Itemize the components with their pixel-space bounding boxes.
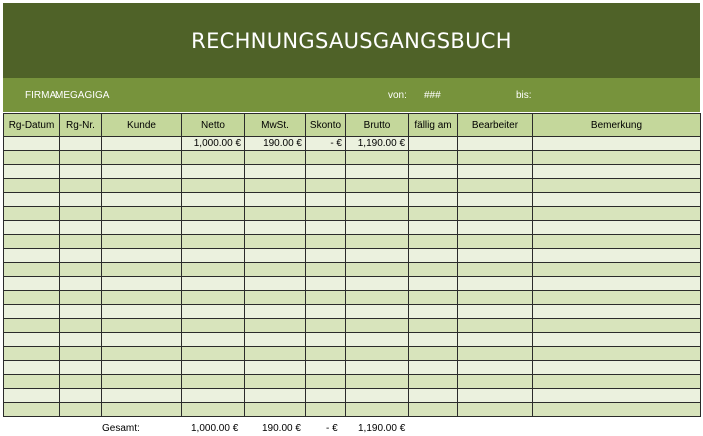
- table-cell[interactable]: [533, 165, 701, 179]
- info-bar: [3, 78, 700, 112]
- table-cell[interactable]: [346, 165, 409, 179]
- table-cell[interactable]: [182, 291, 245, 305]
- table-cell[interactable]: [306, 361, 346, 375]
- mwst-cell[interactable]: 190.00 €: [245, 137, 306, 151]
- table-cell[interactable]: [182, 193, 245, 207]
- table-cell[interactable]: [245, 151, 306, 165]
- table-cell[interactable]: [409, 151, 458, 165]
- table-cell[interactable]: [458, 291, 533, 305]
- table-cell[interactable]: [409, 361, 458, 375]
- table-cell[interactable]: [102, 347, 182, 361]
- netto-cell[interactable]: 1,000.00 €: [182, 137, 245, 151]
- table-cell[interactable]: [458, 151, 533, 165]
- table-cell[interactable]: [182, 263, 245, 277]
- table-cell[interactable]: [182, 333, 245, 347]
- table-cell[interactable]: [346, 375, 409, 389]
- table-cell[interactable]: [102, 291, 182, 305]
- table-cell[interactable]: [245, 319, 306, 333]
- table-cell[interactable]: [533, 375, 701, 389]
- table-cell[interactable]: [4, 207, 60, 221]
- table-cell[interactable]: [102, 137, 182, 151]
- table-cell[interactable]: [409, 347, 458, 361]
- table-cell[interactable]: [4, 193, 60, 207]
- table-cell[interactable]: [458, 263, 533, 277]
- table-cell[interactable]: [533, 347, 701, 361]
- table-cell[interactable]: [533, 235, 701, 249]
- table-cell[interactable]: [245, 165, 306, 179]
- table-cell[interactable]: [60, 291, 102, 305]
- table-cell[interactable]: [245, 333, 306, 347]
- table-cell[interactable]: [409, 179, 458, 193]
- table-row: [4, 277, 701, 291]
- skonto-cell[interactable]: - €: [306, 137, 346, 151]
- gesamt-label: Gesamt:: [102, 423, 140, 434]
- table-row: [4, 221, 701, 235]
- table-cell[interactable]: [458, 361, 533, 375]
- table-cell[interactable]: [60, 361, 102, 375]
- table-cell[interactable]: [245, 221, 306, 235]
- table-cell[interactable]: [409, 207, 458, 221]
- table-cell[interactable]: [4, 305, 60, 319]
- table-cell[interactable]: [60, 347, 102, 361]
- invoice-table: [3, 113, 701, 417]
- table-cell[interactable]: [409, 375, 458, 389]
- table-cell[interactable]: [346, 221, 409, 235]
- table-cell[interactable]: [4, 263, 60, 277]
- table-cell[interactable]: [533, 333, 701, 347]
- table-cell[interactable]: [346, 319, 409, 333]
- table-cell[interactable]: [306, 389, 346, 403]
- table-cell[interactable]: [306, 277, 346, 291]
- table-cell[interactable]: [533, 263, 701, 277]
- table-cell[interactable]: [533, 151, 701, 165]
- total-brutto: 1,190.00 €: [358, 423, 406, 434]
- table-cell[interactable]: [245, 235, 306, 249]
- table-cell[interactable]: [458, 249, 533, 263]
- table-cell[interactable]: [60, 207, 102, 221]
- table-cell[interactable]: [245, 403, 306, 417]
- table-cell[interactable]: [409, 193, 458, 207]
- table-cell[interactable]: [182, 277, 245, 291]
- table-cell[interactable]: [409, 319, 458, 333]
- table-cell[interactable]: [533, 277, 701, 291]
- column-header-bemerkung[interactable]: Bemerkung: [533, 114, 701, 137]
- table-row: [4, 193, 701, 207]
- table-cell[interactable]: [4, 137, 60, 151]
- table-cell[interactable]: [245, 193, 306, 207]
- table-cell[interactable]: [182, 179, 245, 193]
- table-cell[interactable]: [306, 403, 346, 417]
- table-cell[interactable]: [458, 207, 533, 221]
- column-header-rg-nr[interactable]: Rg-Nr.: [60, 114, 102, 137]
- table-cell[interactable]: [306, 207, 346, 221]
- table-cell[interactable]: [458, 277, 533, 291]
- table-cell[interactable]: [346, 277, 409, 291]
- table-row: [4, 249, 701, 263]
- table-cell[interactable]: [245, 207, 306, 221]
- table-cell[interactable]: [409, 221, 458, 235]
- table-cell[interactable]: [182, 249, 245, 263]
- table-cell[interactable]: [346, 249, 409, 263]
- table-cell[interactable]: [102, 263, 182, 277]
- table-row: [4, 263, 701, 277]
- table-row: [4, 347, 701, 361]
- table-row: [4, 361, 701, 375]
- firma-label: FIRMA:: [25, 90, 59, 101]
- table-cell[interactable]: [4, 319, 60, 333]
- table-cell[interactable]: [102, 403, 182, 417]
- table-row: [4, 403, 701, 417]
- column-header-brutto[interactable]: Brutto: [346, 114, 409, 137]
- table-row: [4, 235, 701, 249]
- table-cell[interactable]: [4, 389, 60, 403]
- table-cell[interactable]: [458, 179, 533, 193]
- table-cell[interactable]: [4, 235, 60, 249]
- table-cell[interactable]: [245, 291, 306, 305]
- table-cell[interactable]: [533, 361, 701, 375]
- table-cell[interactable]: [346, 389, 409, 403]
- title-banner: [3, 3, 700, 78]
- table-cell[interactable]: [533, 249, 701, 263]
- table-cell[interactable]: [533, 137, 701, 151]
- table-cell[interactable]: [245, 389, 306, 403]
- table-cell[interactable]: [245, 305, 306, 319]
- table-cell[interactable]: [306, 347, 346, 361]
- table-cell[interactable]: [409, 263, 458, 277]
- table-cell[interactable]: [102, 193, 182, 207]
- table-cell[interactable]: [409, 305, 458, 319]
- table-cell[interactable]: [346, 347, 409, 361]
- table-cell[interactable]: [4, 179, 60, 193]
- table-cell[interactable]: [245, 277, 306, 291]
- table-cell[interactable]: [245, 361, 306, 375]
- table-cell[interactable]: [60, 165, 102, 179]
- table-cell[interactable]: [60, 263, 102, 277]
- table-cell[interactable]: [60, 179, 102, 193]
- column-header-mwst[interactable]: MwSt.: [245, 114, 306, 137]
- table-cell[interactable]: [60, 375, 102, 389]
- table-row: [4, 333, 701, 347]
- table-cell[interactable]: [409, 333, 458, 347]
- table-cell[interactable]: [60, 403, 102, 417]
- table-cell[interactable]: [60, 235, 102, 249]
- table-cell[interactable]: [409, 403, 458, 417]
- table-cell[interactable]: [182, 319, 245, 333]
- table-cell[interactable]: [306, 305, 346, 319]
- table-cell[interactable]: [533, 389, 701, 403]
- table-row: [4, 375, 701, 389]
- table-cell[interactable]: [102, 333, 182, 347]
- total-skonto: - €: [326, 423, 338, 434]
- table-cell[interactable]: [102, 249, 182, 263]
- table-cell[interactable]: [306, 151, 346, 165]
- table-cell[interactable]: [102, 277, 182, 291]
- table-row: [4, 151, 701, 165]
- table-cell[interactable]: [60, 137, 102, 151]
- table-cell[interactable]: [102, 151, 182, 165]
- table-cell[interactable]: [4, 151, 60, 165]
- table-cell[interactable]: [245, 263, 306, 277]
- table-cell[interactable]: [102, 165, 182, 179]
- table-cell[interactable]: [409, 137, 458, 151]
- table-cell[interactable]: [306, 263, 346, 277]
- table-cell[interactable]: [102, 319, 182, 333]
- table-cell[interactable]: [4, 403, 60, 417]
- table-cell[interactable]: [102, 375, 182, 389]
- table-cell[interactable]: [533, 319, 701, 333]
- table-cell[interactable]: [306, 193, 346, 207]
- table-cell[interactable]: [533, 291, 701, 305]
- table-cell[interactable]: [409, 277, 458, 291]
- table-cell[interactable]: [4, 221, 60, 235]
- table-cell[interactable]: [346, 207, 409, 221]
- table-cell[interactable]: [533, 207, 701, 221]
- table-cell[interactable]: [346, 263, 409, 277]
- table-cell[interactable]: [182, 375, 245, 389]
- table-cell[interactable]: [346, 403, 409, 417]
- table-cell[interactable]: [4, 333, 60, 347]
- table-cell[interactable]: [4, 361, 60, 375]
- table-cell[interactable]: [102, 207, 182, 221]
- table-cell[interactable]: [533, 193, 701, 207]
- table-cell[interactable]: [182, 389, 245, 403]
- table-row: [4, 165, 701, 179]
- table-cell[interactable]: [60, 389, 102, 403]
- table-cell[interactable]: [458, 389, 533, 403]
- table-cell[interactable]: [102, 221, 182, 235]
- table-cell[interactable]: [102, 389, 182, 403]
- table-cell[interactable]: [409, 389, 458, 403]
- table-cell[interactable]: [182, 235, 245, 249]
- firma-value[interactable]: MEGAGIGA: [55, 90, 110, 101]
- table-cell[interactable]: [60, 319, 102, 333]
- table-cell[interactable]: [458, 137, 533, 151]
- table-cell[interactable]: [182, 403, 245, 417]
- table-row: [4, 137, 701, 151]
- total-netto: 1,000.00 €: [191, 423, 239, 434]
- table-cell[interactable]: [60, 193, 102, 207]
- table-row: [4, 291, 701, 305]
- table-cell[interactable]: [182, 207, 245, 221]
- page-title: RECHNUNGSAUSGANGSBUCH: [191, 28, 512, 53]
- table-cell[interactable]: [306, 333, 346, 347]
- table-cell[interactable]: [409, 291, 458, 305]
- table-cell[interactable]: [346, 305, 409, 319]
- table-cell[interactable]: [458, 193, 533, 207]
- brutto-cell[interactable]: 1,190.00 €: [346, 137, 409, 151]
- table-cell[interactable]: [346, 235, 409, 249]
- table-cell[interactable]: [458, 347, 533, 361]
- table-cell[interactable]: [306, 291, 346, 305]
- table-cell[interactable]: [306, 375, 346, 389]
- column-header-skonto[interactable]: Skonto: [306, 114, 346, 137]
- table-cell[interactable]: [346, 361, 409, 375]
- table-cell[interactable]: [102, 361, 182, 375]
- table-cell[interactable]: [4, 347, 60, 361]
- column-header-netto[interactable]: Netto: [182, 114, 245, 137]
- table-cell[interactable]: [182, 347, 245, 361]
- table-cell[interactable]: [306, 249, 346, 263]
- table-cell[interactable]: [4, 375, 60, 389]
- table-cell[interactable]: [102, 179, 182, 193]
- table-cell[interactable]: [245, 249, 306, 263]
- table-cell[interactable]: [346, 193, 409, 207]
- table-cell[interactable]: [458, 221, 533, 235]
- table-cell[interactable]: [306, 221, 346, 235]
- column-header-kunde[interactable]: Kunde: [102, 114, 182, 137]
- table-cell[interactable]: [409, 235, 458, 249]
- table-cell[interactable]: [306, 165, 346, 179]
- table-row: [4, 179, 701, 193]
- von-value[interactable]: ###: [424, 90, 441, 101]
- table-cell[interactable]: [245, 375, 306, 389]
- table-row: [4, 389, 701, 403]
- column-header-faellig-am[interactable]: fällig am: [409, 114, 458, 137]
- table-cell[interactable]: [245, 179, 306, 193]
- table-cell[interactable]: [60, 221, 102, 235]
- table-cell[interactable]: [346, 291, 409, 305]
- table-cell[interactable]: [458, 319, 533, 333]
- table-cell[interactable]: [458, 235, 533, 249]
- table-cell[interactable]: [346, 179, 409, 193]
- table-cell[interactable]: [102, 235, 182, 249]
- table-cell[interactable]: [4, 277, 60, 291]
- von-label: von:: [388, 90, 407, 101]
- column-header-rg-datum[interactable]: Rg-Datum: [4, 114, 60, 137]
- table-cell[interactable]: [346, 151, 409, 165]
- table-cell[interactable]: [4, 249, 60, 263]
- table-cell[interactable]: [182, 221, 245, 235]
- table-cell[interactable]: [346, 333, 409, 347]
- table-cell[interactable]: [182, 305, 245, 319]
- table-cell[interactable]: [458, 403, 533, 417]
- table-cell[interactable]: [60, 277, 102, 291]
- table-cell[interactable]: [533, 305, 701, 319]
- table-cell[interactable]: [182, 165, 245, 179]
- table-cell[interactable]: [409, 249, 458, 263]
- table-row: [4, 319, 701, 333]
- bis-label: bis:: [516, 90, 532, 101]
- total-mwst: 190.00 €: [262, 423, 301, 434]
- table-cell[interactable]: [533, 221, 701, 235]
- table-cell[interactable]: [458, 305, 533, 319]
- totals-row: [3, 422, 700, 436]
- table-cell[interactable]: [182, 151, 245, 165]
- table-row: [4, 305, 701, 319]
- table-cell[interactable]: [458, 165, 533, 179]
- table-cell[interactable]: [182, 361, 245, 375]
- table-cell[interactable]: [306, 235, 346, 249]
- table-row: [4, 207, 701, 221]
- table-cell[interactable]: [60, 333, 102, 347]
- table-cell[interactable]: [306, 179, 346, 193]
- table-cell[interactable]: [60, 151, 102, 165]
- table-cell[interactable]: [60, 249, 102, 263]
- column-header-bearbeiter[interactable]: Bearbeiter: [458, 114, 533, 137]
- table-cell[interactable]: [4, 291, 60, 305]
- table-cell[interactable]: [409, 165, 458, 179]
- table-cell[interactable]: [458, 375, 533, 389]
- column-header-row: [4, 114, 701, 137]
- table-cell[interactable]: [533, 403, 701, 417]
- table-cell[interactable]: [245, 347, 306, 361]
- table-cell[interactable]: [533, 179, 701, 193]
- table-cell[interactable]: [306, 319, 346, 333]
- table-cell[interactable]: [102, 305, 182, 319]
- table-cell[interactable]: [4, 165, 60, 179]
- table-cell[interactable]: [458, 333, 533, 347]
- table-cell[interactable]: [60, 305, 102, 319]
